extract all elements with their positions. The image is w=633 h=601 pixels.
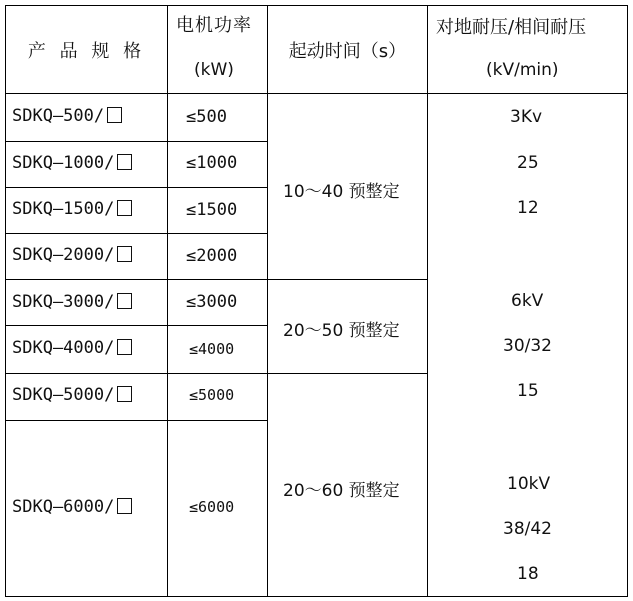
withstand-value: 3Kv xyxy=(510,107,543,127)
placeholder-box-icon xyxy=(117,200,132,216)
placeholder-box-icon xyxy=(117,293,132,309)
table-row-model xyxy=(12,338,132,358)
start-time-range: 20～50 预整定 xyxy=(283,321,400,341)
table-row-model xyxy=(12,153,132,173)
withstand-value: 15 xyxy=(517,381,539,401)
placeholder-box-icon xyxy=(117,246,132,262)
power-value: ≤1500 xyxy=(186,200,238,220)
withstand-value: 12 xyxy=(517,198,539,218)
table-row-model xyxy=(12,497,132,517)
row-divider xyxy=(5,187,268,188)
row-divider xyxy=(5,233,268,234)
placeholder-box-icon xyxy=(117,498,132,514)
header-withstand-label: 对地耐压/相间耐压 xyxy=(436,17,587,38)
withstand-value: 25 xyxy=(517,153,539,173)
model-label: SDKQ—3000/ xyxy=(12,292,115,312)
power-value: ≤2000 xyxy=(186,246,238,266)
power-value: ≤1000 xyxy=(186,153,238,173)
table-row-model xyxy=(12,292,132,312)
model-label: SDKQ—4000/ xyxy=(12,338,115,358)
table-row-model xyxy=(12,245,132,265)
row-divider xyxy=(5,325,268,326)
header-withstand-unit: (kV/min) xyxy=(486,60,559,80)
header-power-unit: (kW) xyxy=(194,60,234,80)
table-row-model xyxy=(12,106,122,126)
placeholder-box-icon xyxy=(107,107,122,123)
power-value: ≤3000 xyxy=(186,292,238,312)
header-cell-spec xyxy=(6,6,167,93)
row-divider xyxy=(5,420,268,421)
withstand-value: 10kV xyxy=(507,474,551,494)
table-row-model xyxy=(12,385,132,405)
placeholder-box-icon xyxy=(117,386,132,402)
power-value: ≤6000 xyxy=(189,498,235,516)
placeholder-box-icon xyxy=(117,339,132,355)
power-value: ≤500 xyxy=(186,107,227,127)
header-power-label: 电机功率 xyxy=(176,15,252,36)
withstand-value: 38/42 xyxy=(503,519,552,539)
model-label: SDKQ—1000/ xyxy=(12,153,115,173)
model-label: SDKQ—5000/ xyxy=(12,385,115,405)
table-border-bottom xyxy=(5,596,628,597)
power-value: ≤5000 xyxy=(189,386,235,404)
row-divider xyxy=(5,373,428,374)
model-label: SDKQ—1500/ xyxy=(12,199,115,219)
header-start-time: 起动时间（s） xyxy=(288,40,407,62)
header-spec: 产 品 规 格 xyxy=(27,40,146,62)
row-divider xyxy=(5,141,268,142)
power-value: ≤4000 xyxy=(189,340,235,358)
model-label: SDKQ—500/ xyxy=(12,106,105,126)
model-label: SDKQ—2000/ xyxy=(12,245,115,265)
table-row-model xyxy=(12,199,132,219)
header-divider xyxy=(5,93,628,94)
model-label: SDKQ—6000/ xyxy=(12,497,115,517)
withstand-value: 30/32 xyxy=(503,336,552,356)
start-time-range: 10～40 预整定 xyxy=(283,182,400,202)
withstand-value: 6kV xyxy=(511,291,544,311)
withstand-value: 18 xyxy=(517,564,539,584)
row-divider xyxy=(5,279,428,280)
placeholder-box-icon xyxy=(117,154,132,170)
start-time-range: 20～60 预整定 xyxy=(283,481,400,501)
header-cell-start-time xyxy=(268,6,427,93)
